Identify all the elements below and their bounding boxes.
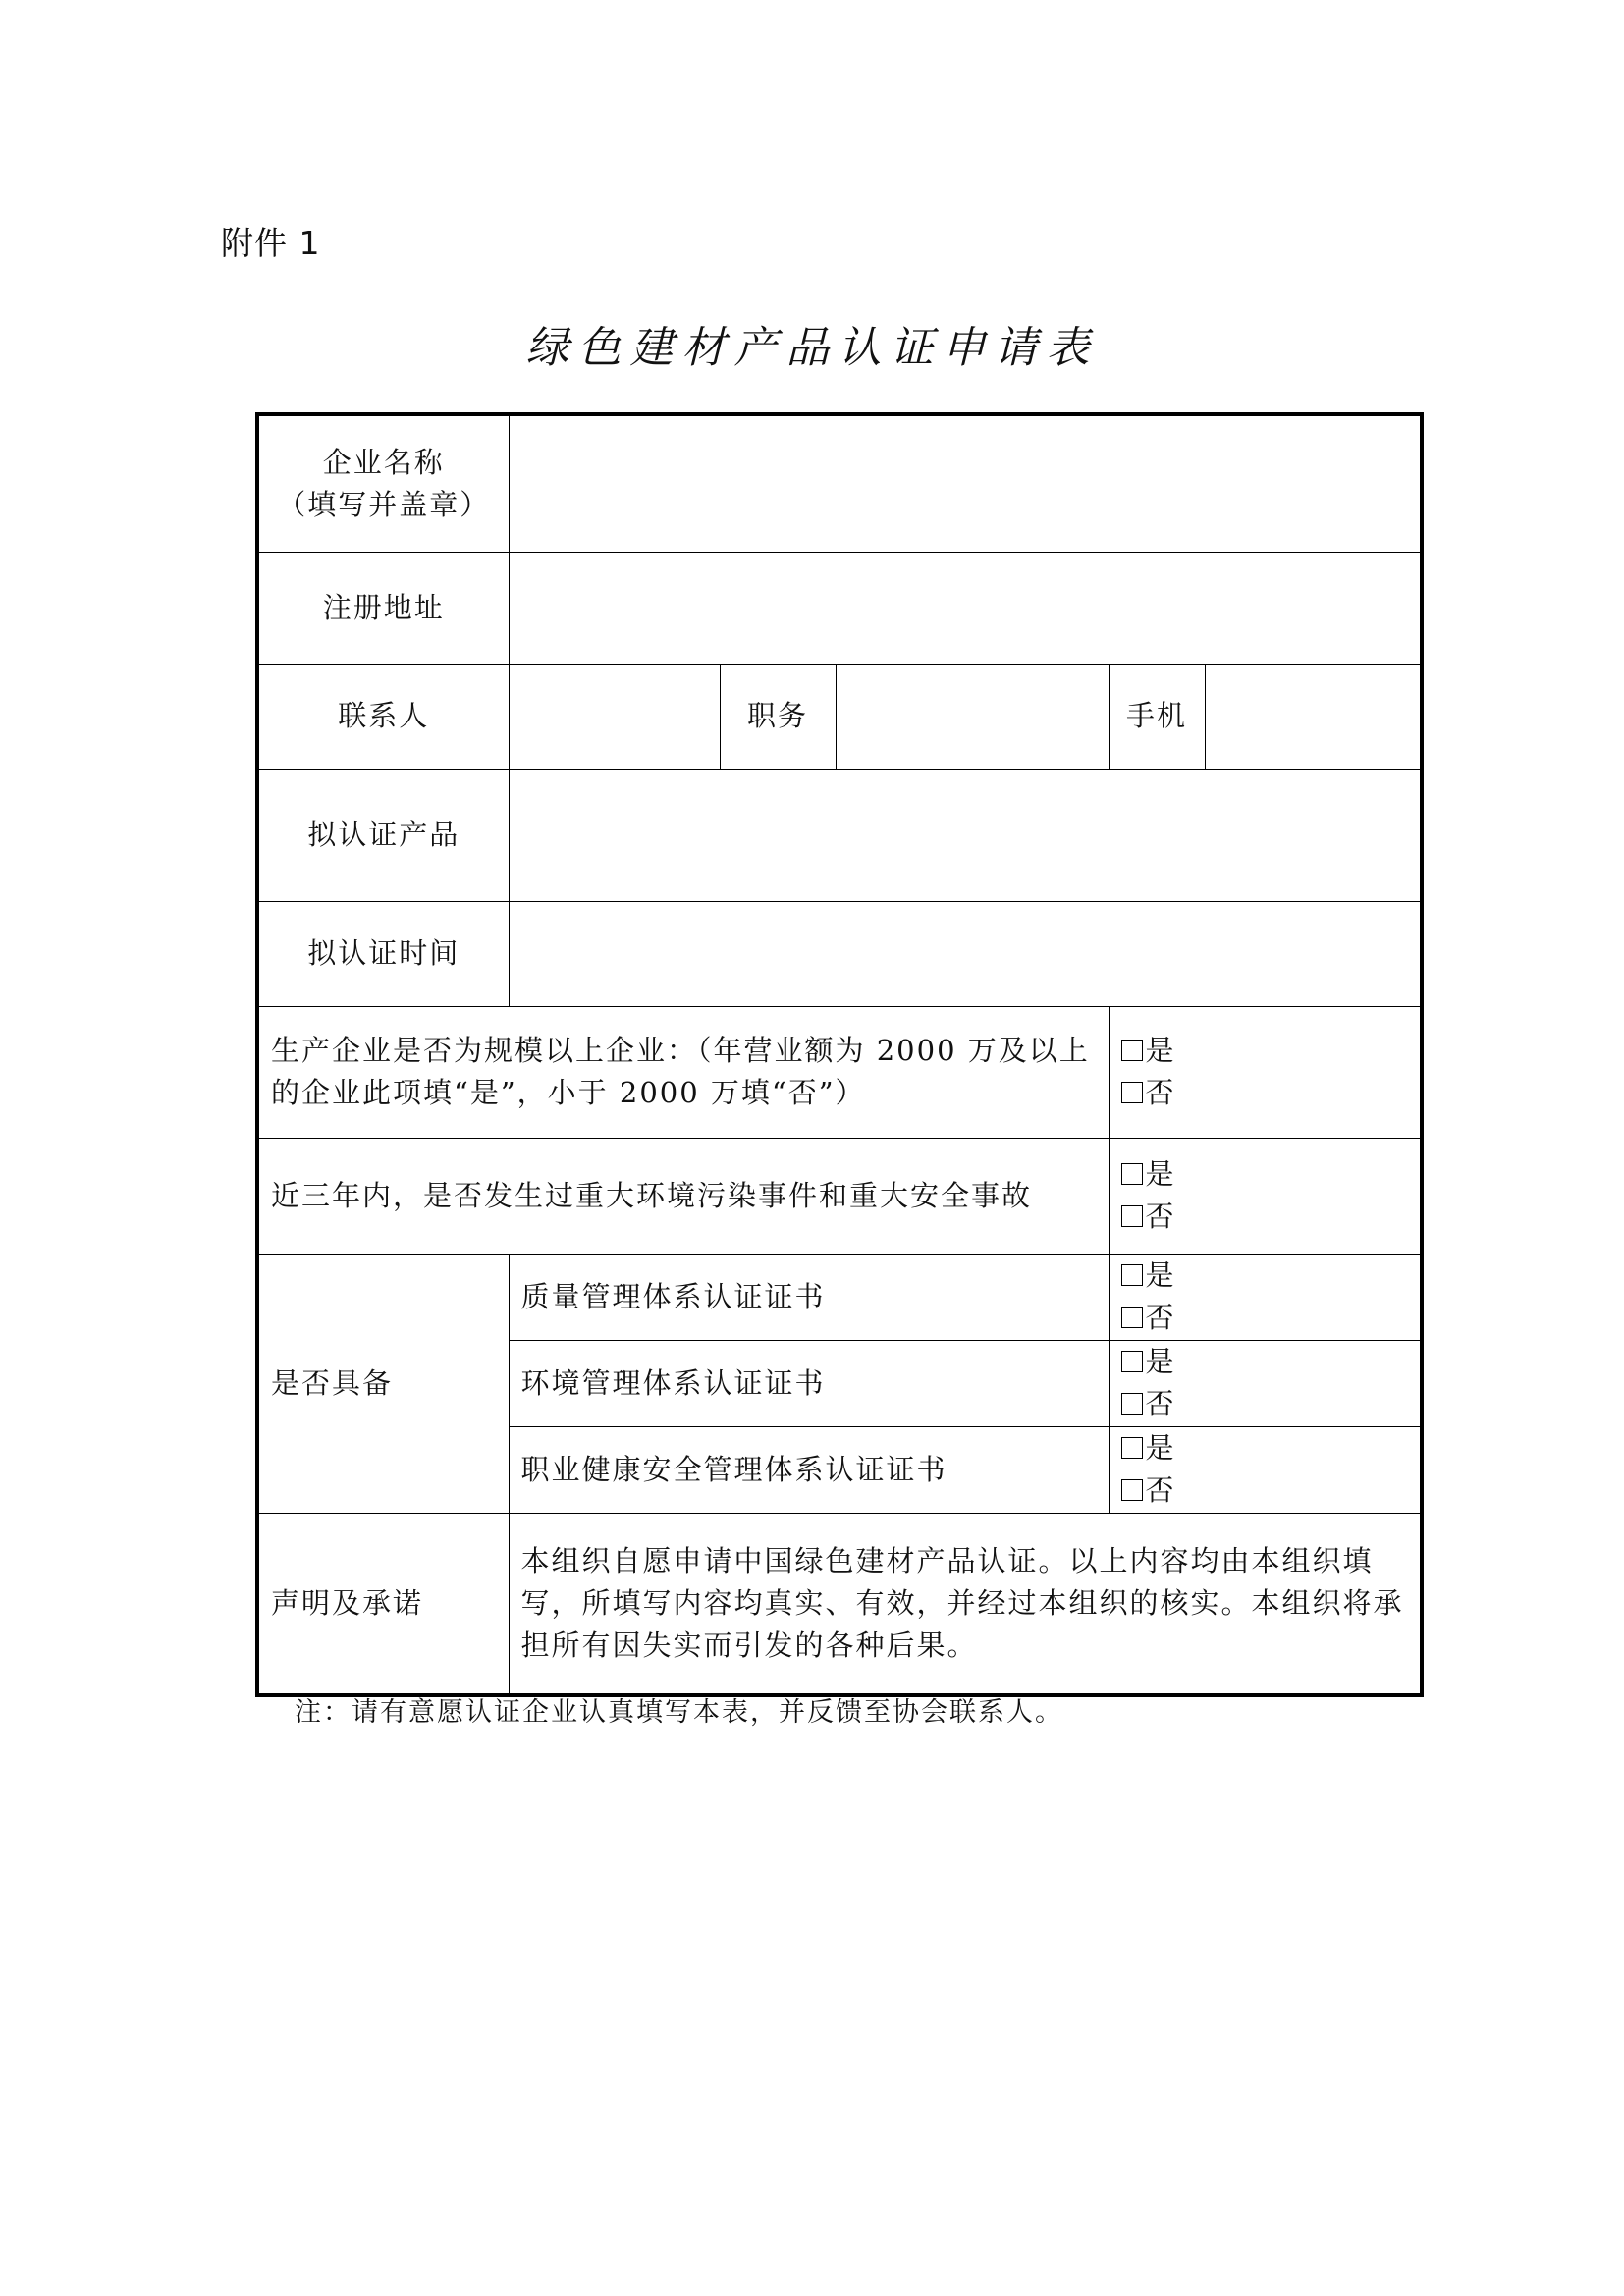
footer-note: 注：请有意愿认证企业认真填写本表，并反馈至协会联系人。 [295,1697,1063,1728]
scale-no-option[interactable]: 否 [1121,1072,1409,1114]
row-cert-quality [257,1254,1422,1340]
row-contact [257,664,1422,769]
checkbox-icon[interactable] [1121,1082,1143,1103]
position-field[interactable] [836,664,1109,769]
checkbox-icon[interactable] [1121,1163,1143,1185]
incident-yes-option[interactable]: 是 [1121,1153,1409,1196]
cert-time-field[interactable] [509,901,1422,1006]
mobile-field[interactable] [1205,664,1422,769]
row-cert-time [257,901,1422,1006]
checkbox-icon[interactable] [1121,1351,1143,1372]
row-company-name [257,414,1422,552]
scale-question-text: 生产企业是否为规模以上企业：（年营业额为 2000 万及以上的企业此项填“是”，小于 2000 万填“否”） [257,1006,1109,1138]
scale-yes-no [1109,1006,1422,1138]
checkbox-icon[interactable] [1121,1040,1143,1061]
cert-environment-yes-no [1109,1340,1422,1426]
company-name-label: 企业名称 （填写并盖章） [257,414,509,552]
product-field[interactable] [509,769,1422,901]
checkbox-icon[interactable] [1121,1205,1143,1227]
row-registered-address [257,552,1422,664]
checkbox-icon[interactable] [1121,1479,1143,1501]
contact-field[interactable] [509,664,720,769]
cert-environment-yes-option[interactable]: 是 [1121,1341,1409,1383]
declaration-label: 声明及承诺 [257,1513,509,1695]
position-label: 职务 [720,664,836,769]
checkbox-icon[interactable] [1121,1437,1143,1459]
cert-ohs-yes-no [1109,1426,1422,1513]
cert-quality-label: 质量管理体系认证证书 [509,1254,1109,1340]
attachment-label: 附件 1 [221,224,321,262]
cert-environment-no-option[interactable]: 否 [1121,1383,1409,1425]
row-declaration [257,1513,1422,1695]
incident-no-option[interactable]: 否 [1121,1196,1409,1238]
cert-quality-yes-option[interactable]: 是 [1121,1255,1409,1297]
row-product [257,769,1422,901]
company-name-field[interactable] [509,414,1422,552]
cert-time-label: 拟认证时间 [257,901,509,1006]
registered-address-label: 注册地址 [257,552,509,664]
mobile-label: 手机 [1109,664,1205,769]
cert-ohs-no-option[interactable]: 否 [1121,1469,1409,1512]
form-title: 绿色建材产品认证申请表 [525,323,1099,373]
cert-environment-label: 环境管理体系认证证书 [509,1340,1109,1426]
product-label: 拟认证产品 [257,769,509,901]
checkbox-icon[interactable] [1121,1264,1143,1286]
row-incident-question [257,1138,1422,1254]
cert-quality-no-option[interactable]: 否 [1121,1297,1409,1339]
row-scale-question [257,1006,1422,1138]
declaration-text: 本组织自愿申请中国绿色建材产品认证。以上内容均由本组织填写，所填写内容均真实、有效，并经过本组织的核实。本组织将承担所有因失实而引发的各种后果。 [509,1513,1422,1695]
incident-yes-no [1109,1138,1422,1254]
cert-quality-yes-no [1109,1254,1422,1340]
checkbox-icon[interactable] [1121,1393,1143,1415]
checkbox-icon[interactable] [1121,1307,1143,1328]
cert-ohs-yes-option[interactable]: 是 [1121,1427,1409,1469]
contact-label: 联系人 [257,664,509,769]
application-form-table [255,412,1424,1697]
incident-question-text: 近三年内，是否发生过重大环境污染事件和重大安全事故 [257,1138,1109,1254]
has-certificates-label: 是否具备 [257,1254,509,1513]
cert-ohs-label: 职业健康安全管理体系认证证书 [509,1426,1109,1513]
scale-yes-option[interactable]: 是 [1121,1030,1409,1072]
registered-address-field[interactable] [509,552,1422,664]
